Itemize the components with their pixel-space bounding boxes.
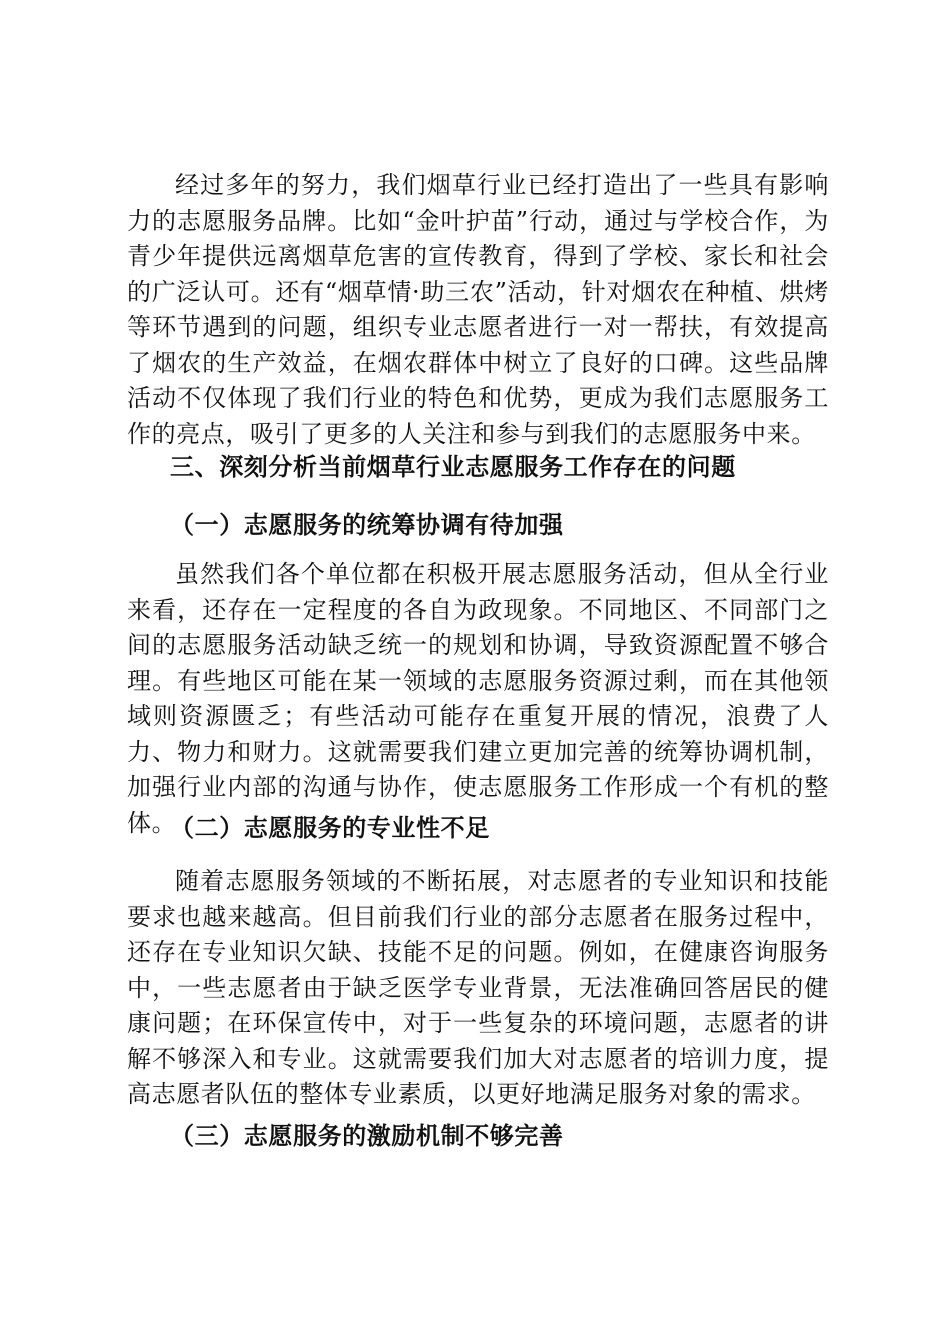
subheading-incentives: （三）志愿服务的激励机制不够完善 [170,1121,564,1150]
subheading-coordination: （一）志愿服务的统筹协调有待加强 [170,510,564,539]
section-heading-problems: 三、深刻分析当前烟草行业志愿服务工作存在的问题 [170,452,736,481]
paragraph-coordination: 虽然我们各个单位都在积极开展志愿服务活动，但从全行业来看，还存在一定程度的各自为政现象。不同地区、不同部门之间的志愿服务活动缺乏统一的规划和协调，导致资源配置不够合理。有些地区可能在某一领域的志愿服务资源过剩，而在其他领域则资源匮乏；有些活动可能存在重复开展的情况，浪费了人力、物力和财力。这就需要我们建立更加完善的统筹协调机制，加强行业内部的沟通与协作，使志愿服务工作形成一个有机的整体。 [127,560,829,837]
paragraph-professionalism: 随着志愿服务领域的不断拓展，对志愿者的专业知识和技能要求也越来越高。但目前我们行业的部分志愿者在服务过程中，还存在专业知识欠缺、技能不足的问题。例如，在健康咨询服务中，一些志愿者由于缺乏医学专业背景，无法准确回答居民的健康问题；在环保宣传中，对于一些复杂的环境问题，志愿者的讲解不够深入和专业。这就需要我们加大对志愿者的培训力度，提高志愿者队伍的整体专业素质，以更好地满足服务对象的需求。 [127,867,829,1108]
subheading-professionalism: （二）志愿服务的专业性不足 [170,813,490,842]
paragraph-volunteer-brands: 经过多年的努力，我们烟草行业已经打造出了一些具有影响力的志愿服务品牌。比如“金叶护苗”行动，通过与学校合作，为青少年提供远离烟草危害的宣传教育，得到了学校、家长和社会的广泛认可。还有“烟草情·助三农”活动，针对烟农在种植、烘烤等环节遇到的问题，组织专业志愿者进行一对一帮扶，有效提高了烟农的生产效益，在烟农群体中树立了良好的口碑。这些品牌活动不仅体现了我们行业的特色和优势，更成为我们志愿服务工作的亮点，吸引了更多的人关注和参与到我们的志愿服务中来。 [127,171,829,448]
